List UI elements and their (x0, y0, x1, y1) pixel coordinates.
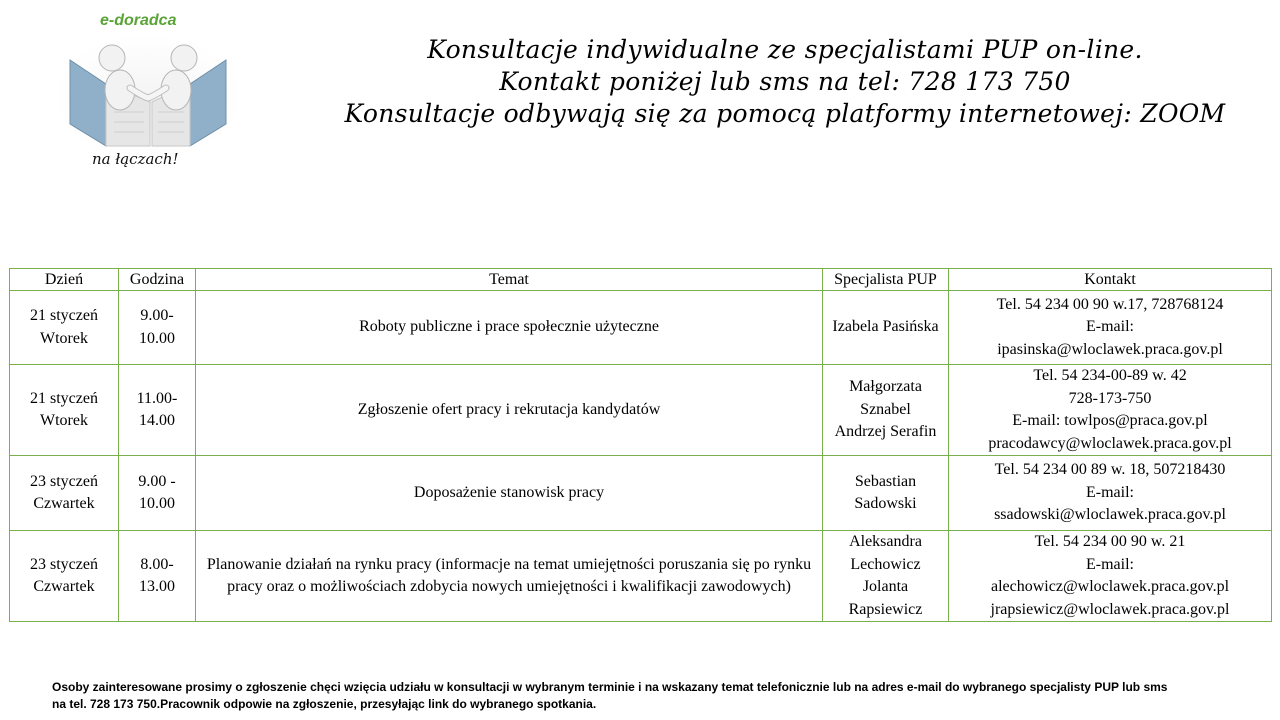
specialist-name: Izabela Pasińska (832, 318, 939, 336)
specialist-name: Rapsiewicz (848, 600, 923, 618)
specialist-name: Jolanta (862, 578, 909, 595)
specialist-name: Małgorzata (849, 378, 922, 396)
table-row (10, 456, 1272, 531)
logo-tagline: na łączach! (92, 150, 179, 168)
specialist-name: Sznabel (860, 400, 911, 418)
contact-email-label: E-mail: (1086, 318, 1134, 336)
day-weekday: Czwartek (33, 495, 95, 512)
time-end: 13.00 (139, 578, 175, 595)
cell-time (119, 456, 196, 531)
cell-specialist (823, 456, 949, 531)
e-doradca-logo (58, 10, 238, 175)
contact-phone: Tel. 54 234-00-89 w. 42 (1033, 367, 1187, 384)
header-contact: Kontakt (949, 269, 1272, 291)
consultation-schedule-table (9, 268, 1272, 622)
contact-email: jrapsiewicz@wloclawek.praca.gov.pl (990, 600, 1230, 618)
cell-contact (949, 291, 1272, 365)
headline-line-2: Kontakt poniżej lub sms na tel: 728 173 750 (499, 67, 1071, 96)
logo-title: e-doradca (100, 12, 177, 29)
specialist-name: Sebastian (854, 472, 917, 490)
footer-line-2: na tel. 728 173 750.Pracownik odpowie na zgłoszenie, przesyłając link do wybranego spotkania. (52, 697, 597, 711)
time-end: 10.00 (139, 329, 175, 347)
cell-day (10, 291, 119, 365)
time-start: 9.00 - (138, 472, 176, 490)
table-row (10, 531, 1272, 622)
day-weekday: Wtorek (40, 412, 88, 429)
cell-time (119, 291, 196, 365)
contact-email: ipasinska@wloclawek.praca.gov.pl (997, 340, 1223, 358)
cell-topic: Planowanie działań na rynku pracy (informacje na temat umiejętności poruszania się po rynku pracy oraz o możliwościach zdobycia nowych umiejętności i kwalifikacji zawodowych) (196, 531, 823, 622)
header-day: Dzień (10, 269, 119, 291)
cell-specialist (823, 291, 949, 365)
cell-time (119, 531, 196, 622)
contact-email-label: E-mail: (1086, 555, 1134, 573)
day-date: 21 styczeń (30, 307, 98, 324)
cell-contact (949, 456, 1272, 531)
cell-day (10, 365, 119, 456)
header-time: Godzina (119, 269, 196, 291)
specialist-name: Sadowski (854, 495, 917, 512)
day-date: 21 styczeń (30, 389, 98, 407)
cell-contact (949, 531, 1272, 622)
contact-phone: Tel. 54 234 00 89 w. 18, 507218430 (994, 461, 1226, 479)
cell-day (10, 456, 119, 531)
contact-email: ssadowski@wloclawek.praca.gov.pl (994, 506, 1226, 524)
cell-topic: Doposażenie stanowisk pracy (196, 456, 823, 531)
contact-email: E-mail: towlpos@praca.gov.pl (1012, 412, 1208, 429)
cell-topic: Roboty publiczne i prace społecznie użyteczne (196, 291, 823, 365)
day-weekday: Czwartek (33, 578, 95, 595)
contact-email: pracodawcy@wloclawek.praca.gov.pl (988, 434, 1232, 452)
contact-phone: Tel. 54 234 00 90 w. 21 (1034, 533, 1186, 550)
specialist-name: Andrzej Serafin (834, 423, 937, 441)
contact-phone: 728-173-750 (1068, 389, 1152, 407)
headline (290, 34, 1280, 130)
cell-contact (949, 365, 1272, 456)
time-start: 11.00- (136, 389, 178, 407)
table-row (10, 365, 1272, 456)
specialist-name: Lechowicz (850, 555, 921, 573)
day-date: 23 styczeń (30, 555, 98, 573)
header-specialist: Specjalista PUP (823, 269, 949, 291)
footer-note (52, 679, 1252, 713)
cell-topic: Zgłoszenie ofert pracy i rekrutacja kandydatów (196, 365, 823, 456)
contact-email: alechowicz@wloclawek.praca.gov.pl (990, 578, 1230, 595)
handshake-laptops-icon (66, 40, 230, 148)
footer-line-1: Osoby zainteresowane prosimy o zgłoszenie chęci wzięcia udziału w konsultacji w wybranym terminie i na wskazany temat telefonicznie lub na adres e-mail do wybranego specjalisty PUP lub sms (52, 680, 1168, 694)
table-row (10, 291, 1272, 365)
specialist-name: Aleksandra (849, 533, 922, 550)
cell-time (119, 365, 196, 456)
day-date: 23 styczeń (30, 472, 98, 490)
header-topic: Temat (196, 269, 823, 291)
day-weekday: Wtorek (40, 329, 88, 347)
time-start: 9.00- (140, 307, 174, 324)
contact-phone: Tel. 54 234 00 90 w.17, 728768124 (996, 295, 1224, 313)
cell-specialist (823, 365, 949, 456)
time-start: 8.00- (140, 555, 174, 573)
cell-day (10, 531, 119, 622)
contact-email-label: E-mail: (1086, 483, 1134, 501)
cell-specialist (823, 531, 949, 622)
headline-line-1: Konsultacje indywidualne ze specjalistami PUP on-line. (427, 35, 1143, 64)
headline-line-3: Konsultacje odbywają się za pomocą platformy internetowej: ZOOM (344, 99, 1226, 128)
time-end: 10.00 (139, 495, 175, 512)
table-header-row (10, 269, 1272, 291)
time-end: 14.00 (139, 412, 175, 429)
